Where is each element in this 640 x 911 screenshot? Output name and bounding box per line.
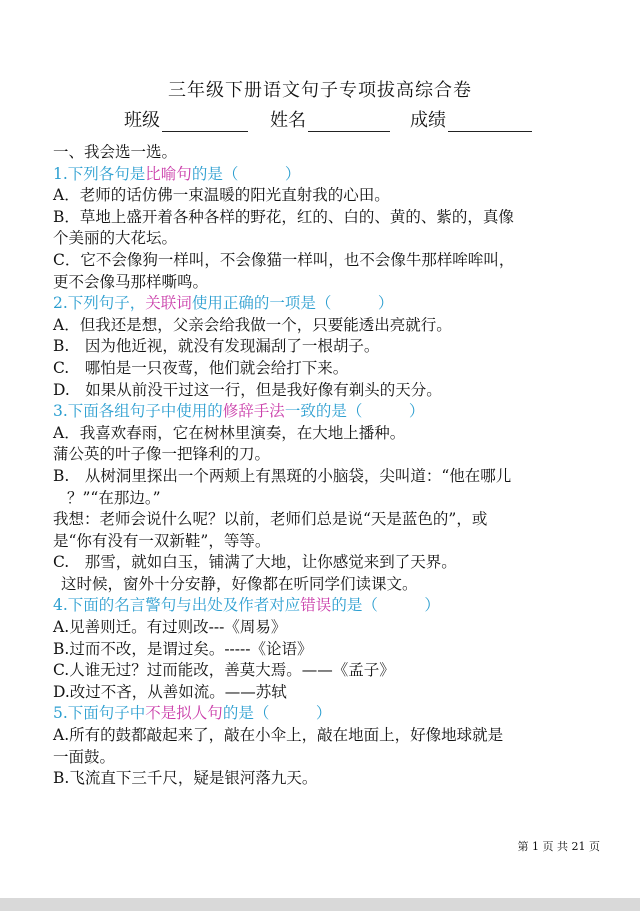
question-2-keyword: 关联词 (145, 294, 192, 313)
page-number: 第 1 页 共 21 页 (517, 840, 600, 853)
question-5-suffix: 的是（ ） (222, 704, 332, 723)
question-5-keyword: 不是拟人句 (145, 704, 223, 723)
question-3-option-b-line4: 是“你有没有一双新鞋”，等等。 (53, 531, 271, 550)
name-blank (308, 113, 390, 132)
question-5-option-a-line2: 一面鼓。 (53, 747, 116, 766)
question-1-option-c-line2: 更不会像马那样嘶鸣。 (53, 272, 209, 291)
question-4-option-a: A.见善则迁。有过则改---《周易》 (53, 618, 287, 637)
name-label: 姓名 (270, 110, 306, 131)
question-1-option-c-line1: C．它不会像狗一样叫，不会像猫一样叫，也不会像牛那样哞哞叫， (53, 250, 515, 269)
question-1-suffix: 的是（ ） (191, 164, 301, 183)
question-5-prefix: 5.下面句子中 (53, 704, 146, 723)
question-4-prefix: 4.下面的名言警句与出处及作者对应 (53, 596, 301, 615)
question-2-prefix: 2.下列句子， (53, 294, 146, 313)
score-blank (448, 113, 532, 132)
class-field (124, 106, 248, 132)
question-2-stem (53, 293, 601, 315)
question-1-stem (53, 164, 601, 186)
question-3-option-b-line3: 我想：老师会说什么呢？以前，老师们总是说“天是蓝色的”，或 (53, 510, 488, 529)
name-field (270, 106, 390, 132)
question-4-keyword: 错误 (300, 596, 332, 615)
question-3-option-a-line2: 蒲公英的叶子像一把锋利的刀。 (53, 445, 271, 464)
question-4-stem (53, 595, 601, 617)
page-bottom-edge (0, 898, 640, 911)
question-5-option-a-line1: A.所有的鼓都敲起来了，敲在小伞上，敲在地面上，好像地球就是 (53, 726, 504, 745)
question-5-option-b: B.飞流直下三千尺，疑是银河落九天。 (53, 769, 318, 788)
score-field (410, 106, 532, 132)
question-1-option-b-line2: 个美丽的大花坛。 (53, 229, 178, 248)
question-3-prefix: 3.下面各组句子中使用的 (53, 402, 223, 421)
question-1-option-a: A．老师的话仿佛一束温暖的阳光直射我的心田。 (53, 186, 390, 205)
section-heading: 一、我会选一选。 (53, 143, 178, 161)
question-3-suffix: 一致的是（ ） (284, 402, 425, 421)
question-3-keyword: 修辞手法 (222, 402, 285, 421)
question-3-option-a-line1: A．我喜欢春雨，它在树林里演奏，在大地上播种。 (53, 423, 406, 442)
question-4-suffix: 的是（ ） (331, 596, 440, 615)
question-3-stem (53, 401, 601, 423)
question-2-option-a: A．但我还是想，父亲会给我做一个，只要能透出亮就行。 (53, 315, 452, 334)
question-1-option-b-line1: B．草地上盛开着各种各样的野花，红的、白的、黄的、紫的，真像 (53, 207, 514, 226)
question-4-option-d: D.改过不吝，从善如流。——苏轼 (53, 682, 287, 701)
question-2-option-b: B. 因为他近视，就没有发现漏刮了一根胡子。 (53, 337, 380, 356)
question-2-option-d: D. 如果从前没干过这一行，但是我好像有剃头的天分。 (53, 380, 442, 399)
question-4-option-b: B.过而不改，是谓过矣。-----《论语》 (53, 639, 313, 658)
class-label: 班级 (124, 110, 160, 131)
class-blank (162, 113, 248, 132)
score-label: 成绩 (410, 110, 446, 131)
question-3-option-b-line2: ？”“在那边。” (67, 488, 161, 507)
student-info-row (124, 106, 532, 132)
question-1-prefix: 1.下列各句是 (53, 164, 146, 183)
question-3-option-b-line1: B. 从树洞里探出一个两颊上有黑斑的小脑袋，尖叫道：“他在哪儿 (53, 466, 512, 485)
question-3-option-c-line2: 这时候，窗外十分安静，好像都在听同学们读课文。 (61, 574, 418, 593)
question-1-keyword: 比喻句 (145, 164, 192, 183)
page-title: 三年级下册语文句子专项拔高综合卷 (168, 80, 472, 101)
worksheet-body (53, 142, 601, 790)
question-2-option-c: C. 哪怕是一只夜莺，他们就会给打下来。 (53, 358, 349, 377)
question-3-option-c-line1: C. 那雪，就如白玉，铺满了大地，让你感觉来到了天界。 (53, 553, 457, 572)
question-2-suffix: 使用正确的一项是（ ） (191, 294, 394, 313)
question-4-option-c: C.人谁无过？过而能改，善莫大焉。——《孟子》 (53, 661, 395, 680)
question-5-stem (53, 703, 601, 725)
